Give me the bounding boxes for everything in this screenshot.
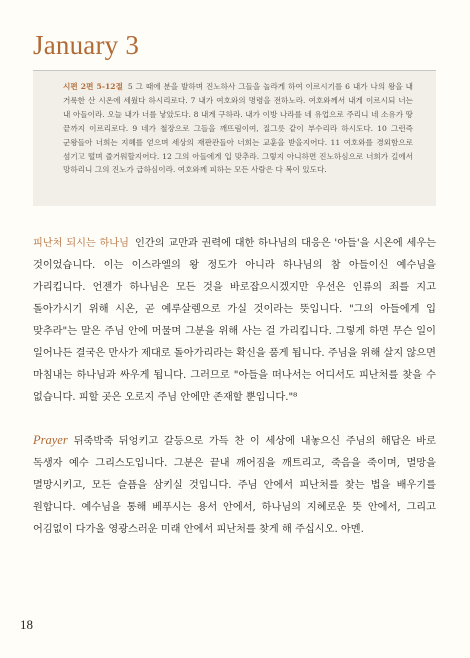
page-date: January 3 — [33, 30, 140, 60]
prayer-text: 뒤죽박죽 뒤엉키고 갈등으로 가득 찬 이 세상에 내놓으신 주님의 해답은 바로 독생자 예수 그리스도입니다. 그분은 끝내 깨어짐을 깨트리고, 죽음을 죽이며, 멸망을 멸망시키고, 모든 슬픔을 삼키실 것입니다. 주님 안에서 피난처를 찾는 법을 배우기를 원합니다. 예수님을 통해 베푸시는 용서 안에서, 하나님의 지혜로운 뜻 안에서, 그리고 어김없이 다가올 영광스러운 미래 안에서 피난처를 찾게 해 주십시오. 아멘. — [33, 436, 436, 535]
meditation — [33, 233, 436, 409]
prayer — [33, 429, 436, 541]
prayer-label: Prayer — [33, 433, 68, 447]
page-number: 18 — [20, 617, 33, 632]
scripture-text: 5 그 때에 분을 발하며 진노하사 그들을 놀라게 하여 이르시기를 6 내가 나의 왕을 내 거룩한 산 시온에 세웠다 하시리로다. 7 내가 여호와의 명령을 전하노라. 여호와께서 내게 이르시되 너는 내 아들이라. 오늘 내가 너를 낳았도다. 8 내게 구하라. 내가 이방 나라를 네 유업으로 주리니 네 소유가 땅 끝까지 이르리로다. 9 네가 철장으로 그들을 깨뜨림이여, 질그릇 같이 부수리라 하시도다. 10 그런즉 군왕들아 너희는 지혜를 얻으며 세상의 재판관들아 너희는 교훈을 받을지어다. 11 여호와를 경외함으로 섬기고 떨며 즐거워할지어다. 12 그의 아들에게 입 맞추라. 그렇지 아니하면 진노하심으로 너희가 길에서 망하리니 그의 진노가 급하심이라. 여호와께 피하는 모든 사람은 다 복이 있도다. — [63, 82, 413, 175]
meditation-text: 인간의 교만과 권력에 대한 하나님의 대응은 '아들'을 시온에 세우는 것이었습니다. 이는 이스라엘의 왕 정도가 아니라 하나님의 참 아들이신 예수님을 가리킵니다. 언젠가 하나님은 모든 것을 바로잡으시겠지만 우선은 인류의 죄를 지고 돌아가시기 위해 시온, 곧 예루살렘으로 가실 것이라는 뜻입니다. "그의 아들에게 입 맞추라"는 말은 주님 안에 머물며 그분을 위해 사는 걸 가리킵니다. 그렇게 하면 무슨 일이 일어나든 결국은 만사가 제대로 돌아가리라는 확신을 품게 됩니다. 주님을 위해 살지 않으면 마침내는 하나님과 싸우게 됩니다. 그러므로 "아들을 떠나서는 어디서도 피난처를 찾을 수 없습니다. 피할 곳은 오로지 주님 안에만 존재할 뿐입니다."⁸ — [33, 238, 437, 403]
scripture-passage — [63, 80, 413, 177]
meditation-heading: 피난처 되시는 하나님 — [33, 238, 129, 249]
scripture-reference: 시편 2편 5-12절 — [63, 82, 123, 91]
